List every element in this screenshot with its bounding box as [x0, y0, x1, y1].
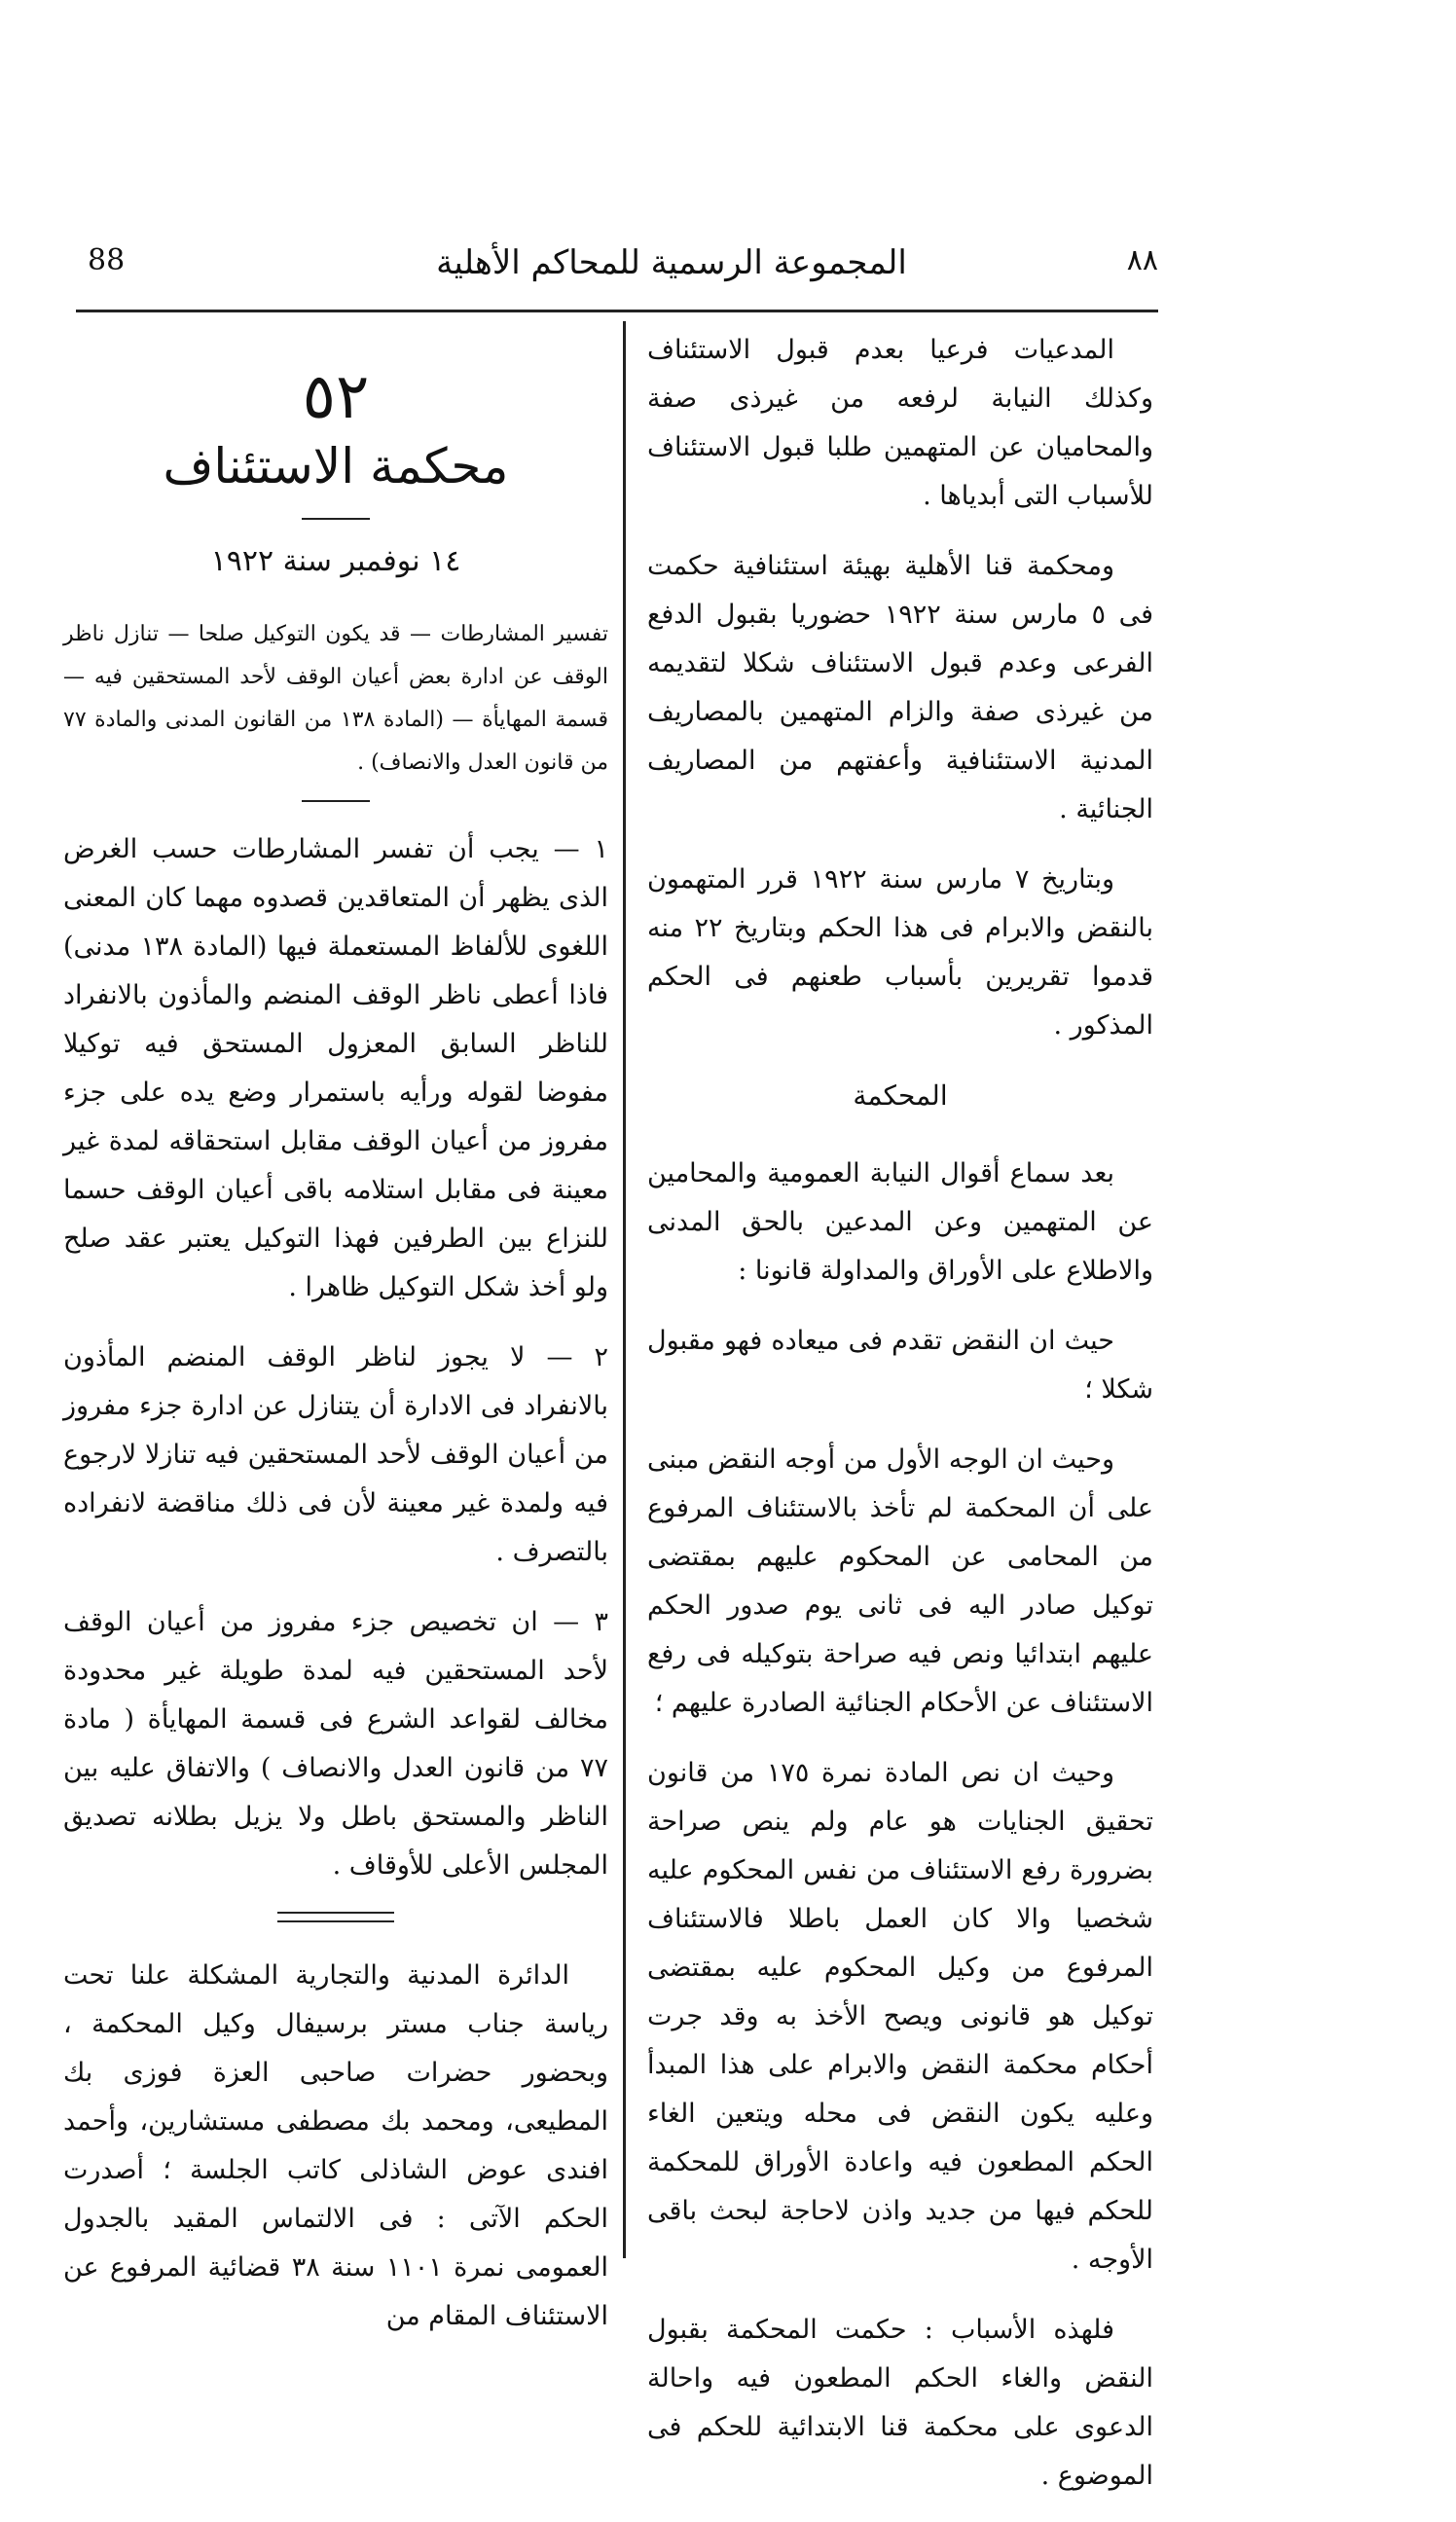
double-rule: [277, 1912, 394, 1922]
header-rule: [76, 310, 1158, 312]
case-number: ٥٢: [302, 361, 370, 433]
column-divider: [623, 321, 626, 2258]
short-rule: [302, 800, 370, 802]
paragraph: وحيث ان نص المادة نمرة ١٧٥ من قانون تحقيق الجنايات هو عام ولم ينص صراحة بضرورة رفع الاستئناف من نفس المحكوم عليه شخصيا والا كان العمل باطلا فالاستئناف المرفوع من وكيل المحكوم عليه بمقتضى توكيل هو قانونى ويصح الأخذ به وقد جرت أحكام محكمة النقض والابرام على هذا المبدأ وعليه يكون النقض فى محله ويتعين الغاء الحكم المطعون فيه واعادة الأوراق للمحكمة للحكم فيها من جديد واذن لاحاجة لبحث باقى الأوجه .: [647, 1758, 1153, 2275]
paragraph: وحيث ان الوجه الأول من أوجه النقض مبنى على أن المحكمة لم تأخذ بالاستئناف المرفوع من المحامى عن المحكوم عليهم بمقتضى توكيل صادر اليه فى ثانى يوم صدور الحكم عليهم ابتدائيا ونص فيه صراحة بتوكيله فى رفع الاستئناف عن الأحكام الجنائية الصادرة عليهم ؛: [647, 1444, 1153, 1718]
running-head: [88, 243, 1158, 292]
section-heading: المحكمة: [853, 1079, 948, 1112]
court-name: محكمة الاستئناف: [163, 438, 509, 494]
case-summary: تفسير المشارطات — قد يكون التوكيل صلحا — تنازل ناظر الوقف عن ادارة بعض أعيان الوقف لأحد المستحقين فيه — قسمة المهايأة — (المادة ١٣٨ من القانون المدنى والمادة ٧٧ من قانون العدل والانصاف) .: [63, 622, 608, 775]
narrative-paragraph: الدائرة المدنية والتجارية المشكلة علنا تحت رياسة جناب مستر برسيفال وكيل المحكمة ، وبحضور حضرات صاحبى العزة فوزى بك المطيعى، ومحمد بك مصطفى مستشارين، وأحمد افندى عوض الشاذلى كاتب الجلسة ؛ أصدرت الحكم الآتى : فى الالتماس المقيد بالجدول العمومى نمرة ١١٠١ سنة ٣٨ قضائية المرفوع عن الاستئناف المقام من: [63, 1960, 608, 2331]
page-number-arabic: ٨٨: [1126, 243, 1158, 277]
holding-paragraph: ٣ — ان تخصيص جزء مفروز من أعيان الوقف لأحد المستحقين فيه لمدة طويلة غير محدودة مخالف لقواعد الشرع فى قسمة المهايأة ( مادة ٧٧ من قانون العدل والانصاف ) والاتفاق عليه بين الناظر والمستحق باطل ولا يزيل بطلانه تصديق المجلس الأعلى للأوقاف .: [63, 1607, 608, 1881]
case-date: ١٤ نوفمبر سنة ١٩٢٢: [210, 544, 461, 578]
paragraph: حيث ان النقض تقدم فى ميعاده فهو مقبول شكلا ؛: [647, 1326, 1153, 1405]
right-column: [647, 326, 1153, 2522]
short-rule: [302, 518, 370, 520]
holding-paragraph: ٢ — لا يجوز لناظر الوقف المنضم المأذون بالانفراد فى الادارة أن يتنازل عن ادارة جزء مفروز من أعيان الوقف لأحد المستحقين فيه تنازلا لارجوع فيه ولمدة غير معينة لأن فى ذلك مناقضة لانفراده بالتصرف .: [63, 1342, 608, 1567]
page-number-latin: 88: [88, 243, 126, 277]
paragraph: وبتاريخ ٧ مارس سنة ١٩٢٢ قرر المتهمون بالنقض والابرام فى هذا الحكم وبتاريخ ٢٢ منه قدموا تقريرين بأسباب طعنهم فى الحكم المذكور .: [647, 864, 1153, 1041]
paragraph: المدعيات فرعيا بعدم قبول الاستئناف وكذلك النيابة لرفعه من غيرذى صفة والمحاميان عن المتهمين طلبا قبول الاستئناف للأسباب التى أبدياها .: [647, 335, 1153, 511]
paragraph: فلهذه الأسباب : حكمت المحكمة بقبول النقض والغاء الحكم المطعون فيه واحالة الدعوى على محكمة قنا الابتدائية للحكم فى الموضوع .: [647, 2315, 1153, 2491]
paragraph: ومحكمة قنا الأهلية بهيئة استئنافية حكمت فى ٥ مارس سنة ١٩٢٢ حضوريا بقبول الدفع الفرعى وعدم قبول الاستئناف شكلا لتقديمه من غيرذى صفة والزام المتهمين بالمصاريف المدنية الاستئنافية وأعفتهم من المصاريف الجنائية .: [647, 551, 1153, 824]
running-head-title: المجموعة الرسمية للمحاكم الأهلية: [436, 243, 907, 282]
left-column: [63, 362, 608, 2362]
holding-paragraph: ١ — يجب أن تفسر المشارطات حسب الغرض الذى يظهر أن المتعاقدين قصدوه مهما كان المعنى اللغوى للألفاظ المستعملة فيها (المادة ١٣٨ مدنى) فاذا أعطى ناظر الوقف المنضم والمأذون بالانفراد للناظر السابق المعزول المستحق فيه توكيلا مفوضا لقوله ورأيه باستمرار وضع يده على جزء مفروز من أعيان الوقف مقابل استحقاقه لمدة غير معينة فى مقابل استلامه باقى أعيان الوقف حسما للنزاع بين الطرفين فهذا التوكيل يعتبر عقد صلح ولو أخذ شكل التوكيل ظاهرا .: [63, 834, 608, 1302]
paragraph: بعد سماع أقوال النيابة العمومية والمحامين عن المتهمين وعن المدعين بالحق المدنى والاطلاع على الأوراق والمداولة قانونا :: [647, 1158, 1153, 1286]
